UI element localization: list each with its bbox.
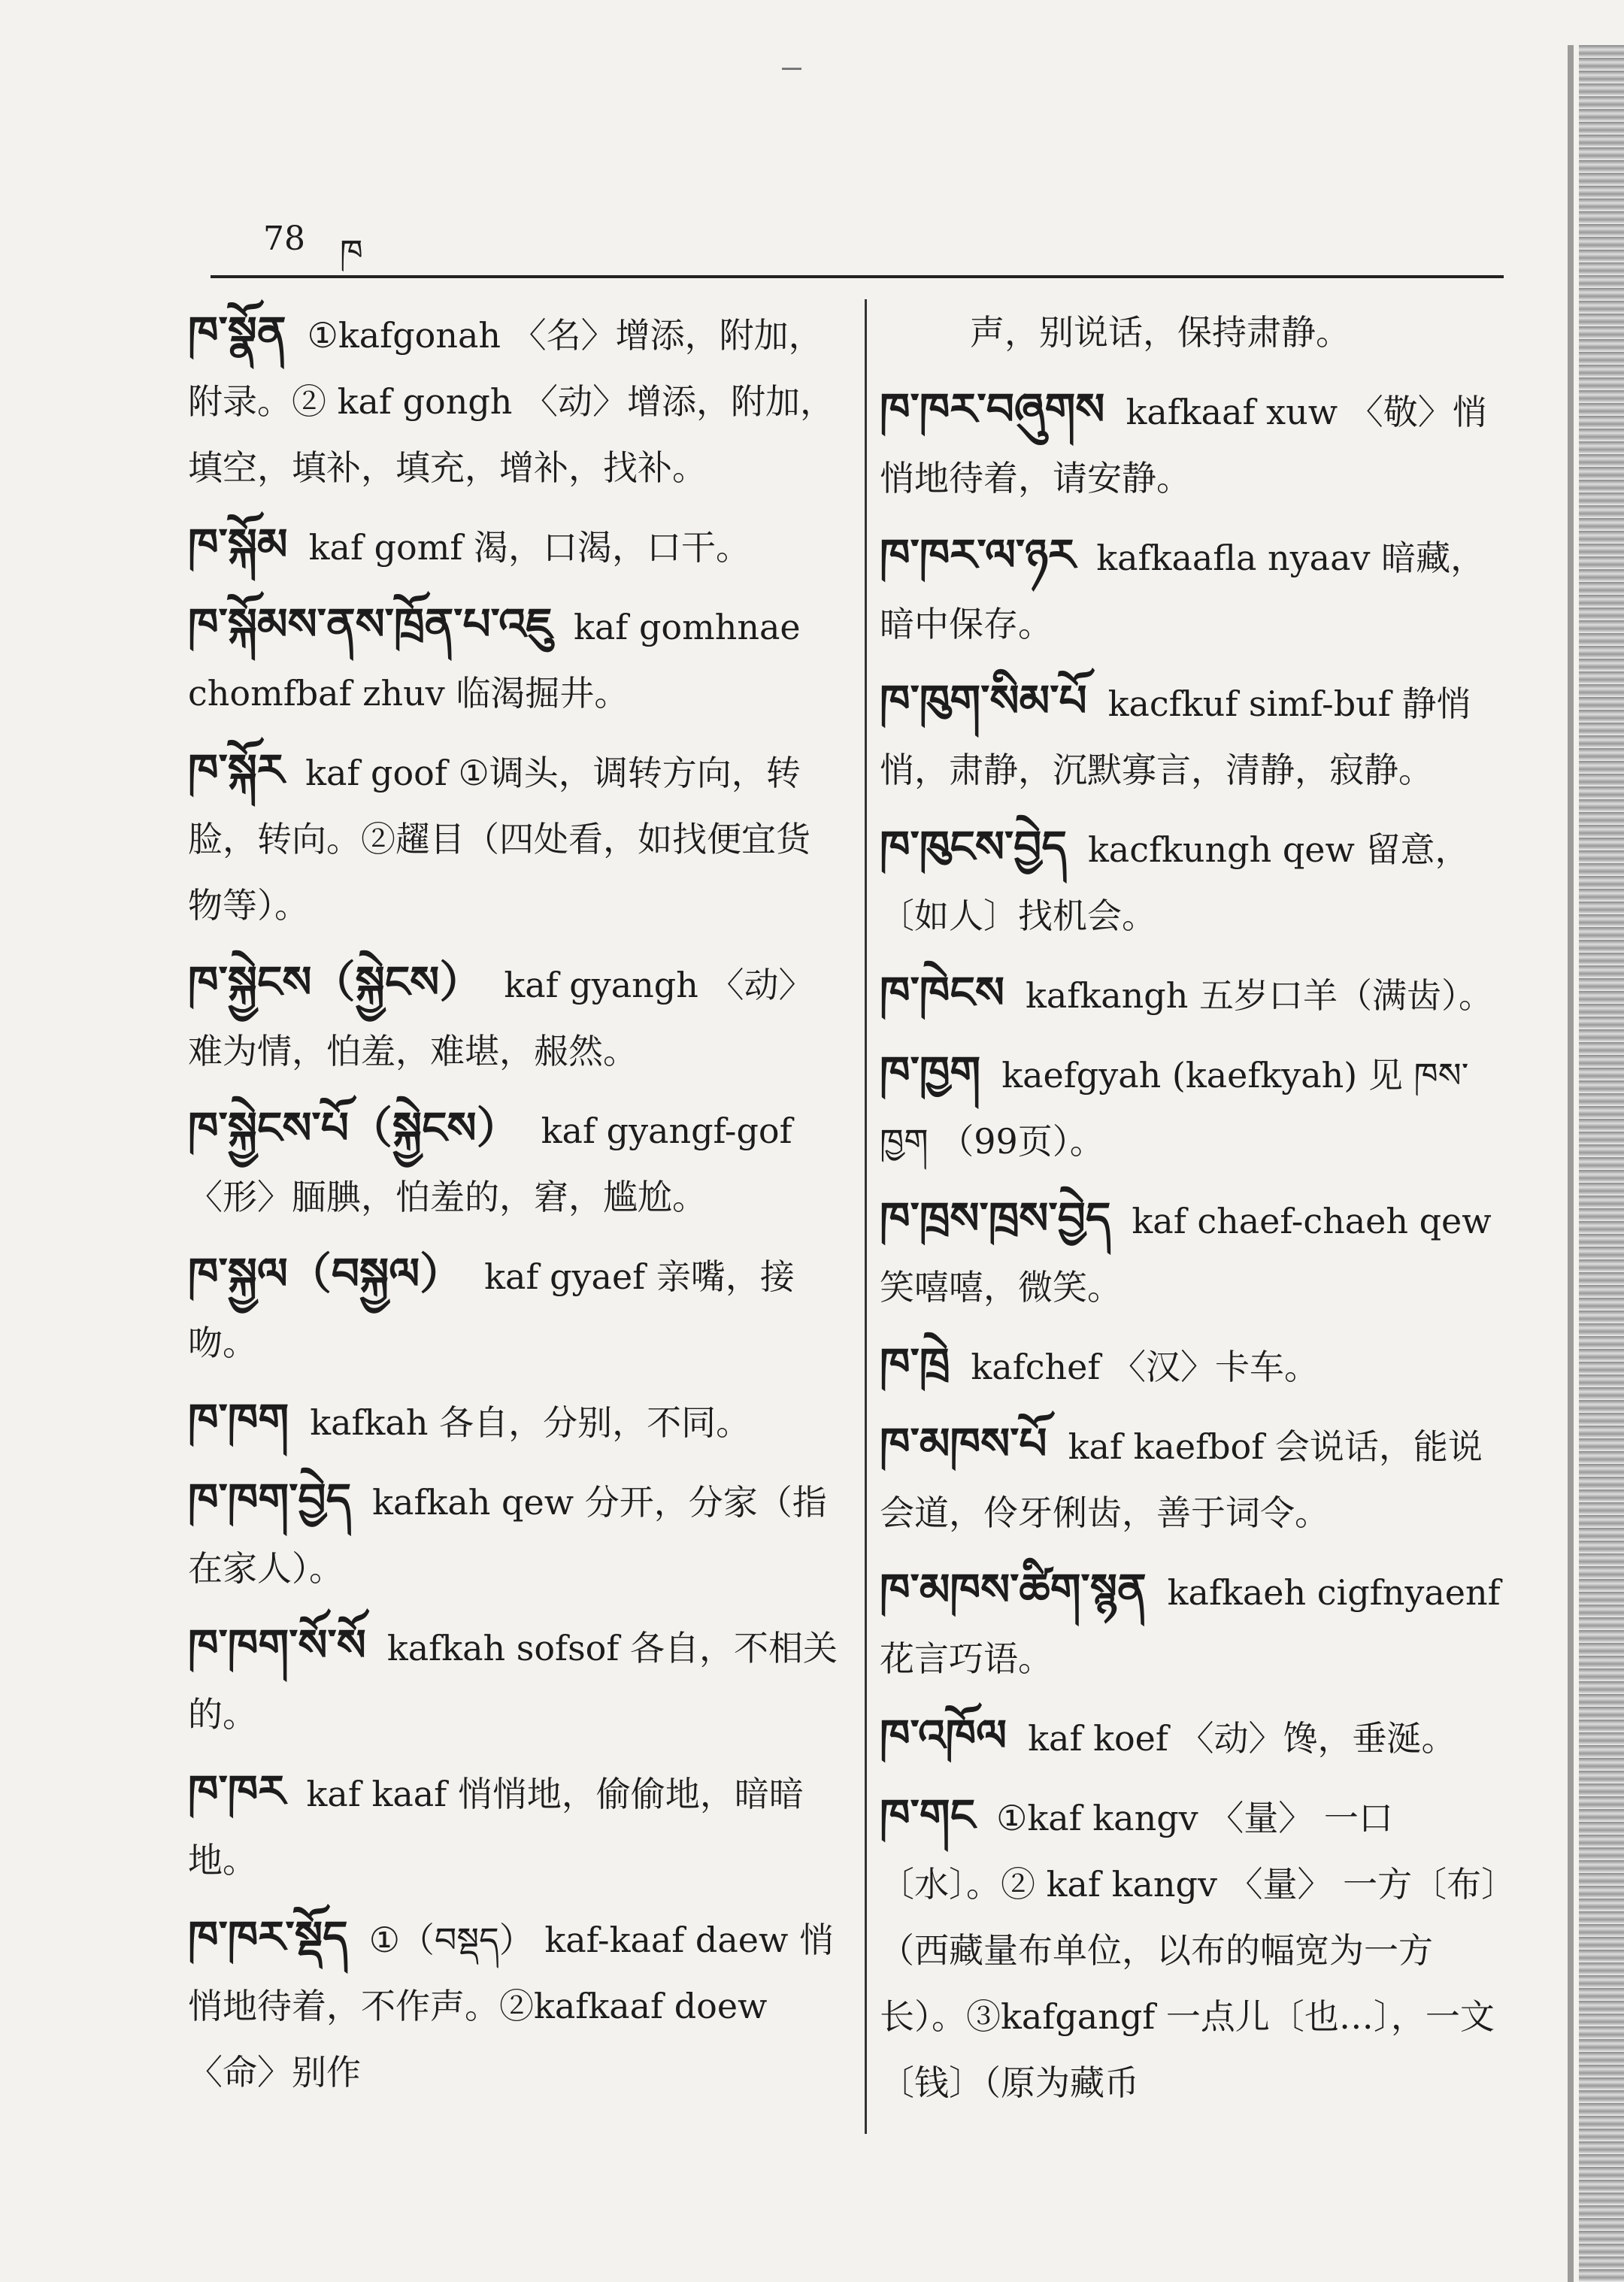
top-mark bbox=[782, 68, 801, 70]
definition: kaefgyah (kaefkyah) 见 ཁས་ཁྱག （99页）。 bbox=[880, 1055, 1469, 1162]
dictionary-entry bbox=[188, 511, 842, 580]
definition: kafkaaf xuw 〈敬〉悄悄地待着，请安静。 bbox=[880, 392, 1487, 499]
dictionary-entry bbox=[188, 1758, 842, 1893]
dictionary-entry bbox=[188, 1904, 842, 2105]
definition: kaf gyangf-gof 〈形〉腼腆，怕羞的，窘，尴尬。 bbox=[188, 1111, 792, 1217]
dictionary-entry bbox=[188, 1241, 842, 1376]
dictionary-entry bbox=[880, 299, 1504, 365]
headword: ཁ་ཁུག་སིམ་པོ bbox=[880, 675, 1087, 726]
definition: kafkangh 五岁口羊（满齿）。 bbox=[1026, 975, 1493, 1016]
headword: ཁ་སྣོན bbox=[188, 307, 286, 358]
definition: kaf gomhnae chomfbaf zhuv 临渴掘井。 bbox=[188, 607, 801, 714]
definition: kafchef 〈汉〉卡车。 bbox=[971, 1347, 1319, 1387]
left-column bbox=[188, 299, 842, 2116]
headword: ཁ་ཁག་སོ་སོ bbox=[188, 1620, 366, 1671]
headword: ཁ་ཁར་བཞུགས bbox=[880, 383, 1105, 435]
dictionary-entry bbox=[880, 814, 1504, 949]
dictionary-entry bbox=[188, 737, 842, 938]
definition: kaf gyangh 〈动〉难为情，怕羞，难堪，赧然。 bbox=[188, 965, 814, 1071]
dictionary-entry bbox=[880, 959, 1504, 1029]
definition: kaf kaaf 悄悄地，偷偷地，暗暗地。 bbox=[188, 1774, 804, 1880]
dictionary-entry bbox=[188, 1095, 842, 1230]
definition: kafkah 各自，分别，不同。 bbox=[310, 1402, 751, 1443]
headword: ཁ་ཁར་སྡོད bbox=[188, 1911, 348, 1962]
headword: ཁ་མཁས་ཚིག་སྙན bbox=[880, 1564, 1147, 1615]
definition: kacfkuf simf-buf 静悄悄，肃静，沉默寡言，清静，寂静。 bbox=[880, 683, 1471, 790]
header-letter: ཁ bbox=[340, 233, 363, 271]
definition: kaf gomf 渴，口渴，口干。 bbox=[308, 527, 751, 568]
definition: kaf goof ①调头，调转方向，转脸，转向。②趯目（四处看，如找便宜货物等）。 bbox=[188, 753, 810, 926]
dictionary-entry bbox=[880, 376, 1504, 511]
dictionary-entry bbox=[880, 668, 1504, 803]
headword: ཁ་འཁོལ bbox=[880, 1710, 1007, 1761]
definition: kaf gyaef 亲嘴，接吻。 bbox=[188, 1256, 795, 1363]
headword: ཁ་ཁར་ལ་ཉར bbox=[880, 529, 1076, 580]
headword: ཁ་ཁག bbox=[188, 1394, 289, 1445]
headword: ཁ་སྐྱེངས（སྐྱེངས） bbox=[188, 956, 483, 1008]
headword: ཁ་ཁྲས་ཁྲས་བྱེད bbox=[880, 1193, 1111, 1244]
definition: kafkaeh cigfnyaenf 花言巧语。 bbox=[880, 1572, 1501, 1679]
dictionary-entry bbox=[880, 1411, 1504, 1546]
dictionary-entry bbox=[880, 1185, 1504, 1320]
headword: ཁ་ཁེངས bbox=[880, 967, 1004, 1018]
dictionary-entry bbox=[188, 949, 842, 1084]
headword: ཁ་སྐོམས་ནས་ཁྲོན་པ་འཇུ bbox=[188, 599, 553, 650]
headword: ཁ་ཁར bbox=[188, 1765, 286, 1817]
header-rule bbox=[211, 275, 1504, 278]
dictionary-entry bbox=[880, 1331, 1504, 1400]
definition: ①（བསྡད） kaf-kaaf daew 悄悄地待着，不作声。②kafkaaf doew 〈命〉别作 bbox=[188, 1920, 835, 2093]
headword: ཁ་སྐྱལ（བསྐྱལ） bbox=[188, 1248, 464, 1299]
dictionary-entry bbox=[880, 1702, 1504, 1771]
headword: ཁ་སྐྱེངས་པོ（སྐྱེངས） bbox=[188, 1102, 520, 1153]
dictionary-entry bbox=[880, 522, 1504, 657]
dictionary-entry bbox=[880, 1556, 1504, 1692]
headword: ཁ་ཁྲེ bbox=[880, 1338, 950, 1390]
definition: kacfkungh qew 留意，〔如人〕找机会。 bbox=[880, 829, 1470, 936]
definition: ①kafgonah 〈名〉增添，附加，附录。② kaf gongh 〈动〉增添，附加，填空，填补，填充，增补，找补。 bbox=[188, 315, 835, 488]
headword: ཁ་མཁས་པོ bbox=[880, 1418, 1047, 1469]
column-divider bbox=[865, 299, 867, 2134]
page-number: 78 bbox=[263, 220, 305, 258]
definition: kafkah sofsof 各自，不相关的。 bbox=[188, 1628, 838, 1735]
dictionary-entry bbox=[880, 1782, 1504, 2116]
headword: ཁ་ཁུངས་བྱེད bbox=[880, 821, 1067, 872]
headword: ཁ་ཁྱག bbox=[880, 1047, 981, 1098]
definition: kaf kaefbof 会说话，能说会道，伶牙俐齿，善于词令。 bbox=[880, 1426, 1483, 1533]
headword: ཁ་སྐོར bbox=[188, 744, 285, 796]
definition: kafkaafla nyaav 暗藏，暗中保存。 bbox=[880, 538, 1486, 644]
dictionary-entry bbox=[188, 1386, 842, 1456]
definition: ①kaf kangv 〈量〉 一口〔水〕。② kaf kangv 〈量〉 一方〔布〕（西藏量布单位，以布的幅宽为一方长）。③kafgangf 一点儿〔也…〕，一文〔钱〕（原为藏币 bbox=[880, 1798, 1499, 2103]
definition: 声，别说话，保持肃静。 bbox=[970, 312, 1350, 353]
dictionary-entry bbox=[880, 1039, 1504, 1174]
right-column bbox=[880, 299, 1504, 2126]
page-edge bbox=[1579, 45, 1624, 2282]
dictionary-entry bbox=[188, 591, 842, 726]
headword: ཁ་ཁག་བྱེད bbox=[188, 1474, 352, 1525]
binding-shadow bbox=[1568, 45, 1574, 2282]
definition: kafkah qew 分开，分家（指在家人）。 bbox=[188, 1482, 827, 1589]
definition: kaf chaef-chaeh qew 笑嘻嘻，微笑。 bbox=[880, 1201, 1492, 1308]
dictionary-entry bbox=[188, 1466, 842, 1602]
dictionary-entry bbox=[188, 1612, 842, 1747]
headword: ཁ་གང bbox=[880, 1790, 976, 1841]
headword: ཁ་སྐོམ bbox=[188, 519, 288, 570]
definition: kaf koef 〈动〉馋，垂涎。 bbox=[1028, 1718, 1456, 1759]
dictionary-entry bbox=[188, 299, 842, 501]
